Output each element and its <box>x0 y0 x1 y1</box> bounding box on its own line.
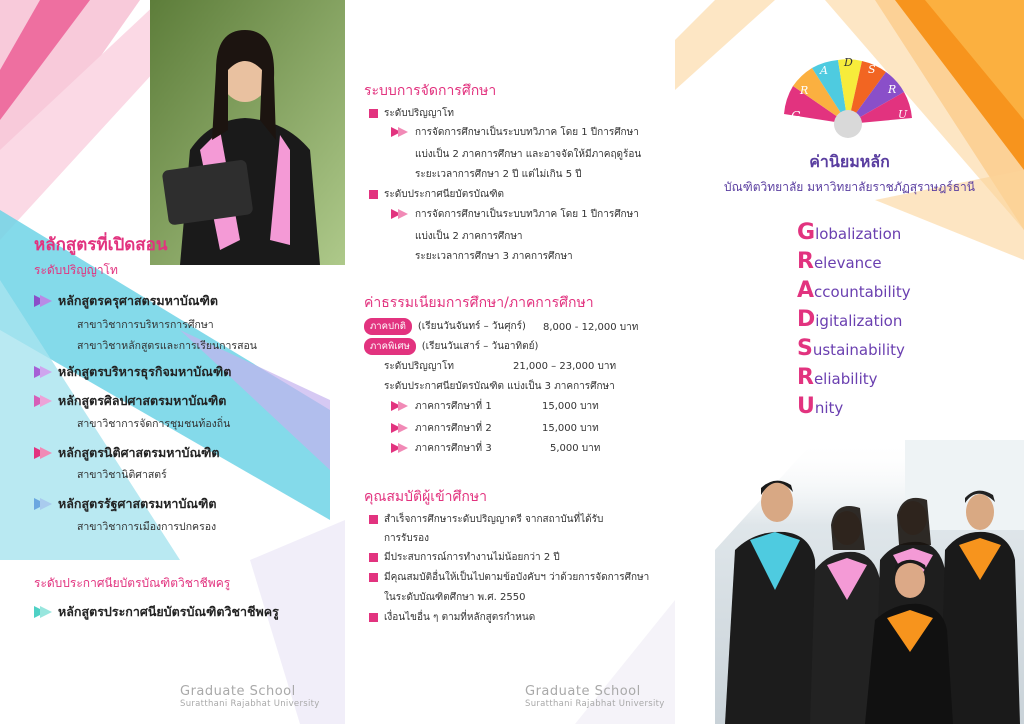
qual-item <box>369 610 535 625</box>
panel-programs <box>0 0 345 724</box>
program-name: หลักสูตรบริหารธุรกิจมหาบัณฑิต <box>58 364 232 379</box>
term-row <box>391 399 492 414</box>
arrow-icon <box>34 295 52 307</box>
value-digitalization <box>797 307 902 332</box>
footer-line-1: Graduate School <box>180 684 296 699</box>
value-reliability <box>797 365 878 390</box>
value-rest: lobalization <box>815 225 902 243</box>
arrow-icon <box>34 395 52 407</box>
term-row <box>391 421 492 436</box>
qual-text: สำเร็จการศึกษาระดับปริญญาตรี จากสถาบันที่ได้รับ <box>384 514 604 525</box>
system-line <box>391 125 639 140</box>
footer <box>180 684 320 709</box>
value-initial: U <box>797 394 815 419</box>
value-rest: ccountability <box>814 283 911 301</box>
system-cert <box>369 187 504 202</box>
arrow-icon <box>391 423 409 433</box>
major-item: สาขาวิชาการจัดการชุมชนท้องถิ่น <box>77 418 231 430</box>
bullet-square-icon <box>369 553 378 562</box>
graduate-photo-woman <box>150 0 345 265</box>
level-cert-label: ระดับประกาศนียบัตรบัณฑิตวิชาชีพครู <box>34 576 231 590</box>
bullet-square-icon <box>369 515 378 524</box>
program-education <box>34 291 218 311</box>
system-line-text: ระยะเวลาการศึกษา 3 ภาคการศึกษา <box>415 251 573 262</box>
term-fee: 15,000 บาท <box>542 401 599 412</box>
value-relevance <box>797 249 882 274</box>
fee-special <box>364 338 538 355</box>
arrow-icon <box>391 401 409 411</box>
logo-letter: R <box>888 83 897 96</box>
arrow-icon <box>391 127 409 137</box>
system-cert-label: ระดับประกาศนียบัตรบัณฑิต <box>384 189 505 200</box>
special-cert-label: ระดับประกาศนียบัตรบัณฑิต แบ่งเป็น 3 ภาคการศึกษา <box>384 381 615 392</box>
graduates-group-photo <box>715 440 1024 724</box>
program-name: หลักสูตรครุศาสตรมหาบัณฑิต <box>58 293 218 308</box>
value-initial: G <box>797 220 816 245</box>
section-title-fees: ค่าธรรมเนียมการศึกษา/ภาคการศึกษา <box>364 295 594 311</box>
footer-line-2: Suratthani Rajabhat University <box>180 699 320 709</box>
arrow-icon <box>391 209 409 219</box>
logo-letter: U <box>898 108 908 121</box>
major-item: สาขาวิชาการบริหารการศึกษา <box>77 319 214 331</box>
logo-letter: S <box>868 63 876 76</box>
value-rest: elevance <box>813 254 882 272</box>
arrow-icon <box>34 498 52 510</box>
special-master-label: ระดับปริญญาโท <box>384 361 454 372</box>
arrow-icon <box>391 443 409 453</box>
value-globalization <box>797 220 901 245</box>
system-line <box>391 207 639 222</box>
special-text: (เรียนวันเสาร์ – วันอาทิตย์) <box>421 341 539 352</box>
qual-text: การรับรอง <box>384 533 430 544</box>
section-title-qualifications: คุณสมบัติผู้เข้าศึกษา <box>364 489 487 505</box>
program-name: หลักสูตรศิลปศาสตรมหาบัณฑิต <box>58 393 227 408</box>
term-label: ภาคการศึกษาที่ 1 <box>415 401 492 412</box>
value-rest: igitalization <box>815 312 903 330</box>
values-subtitle: บัณฑิตวิทยาลัย มหาวิทยาลัยราชภัฏสุราษฎร์ธานี <box>724 180 975 194</box>
system-line-text: ระยะเวลาการศึกษา 2 ปี แต่ไม่เกิน 5 ปี <box>415 169 582 180</box>
gradsru-logo <box>778 48 918 138</box>
regular-text: (เรียนวันจันทร์ – วันศุกร์) <box>417 321 526 332</box>
qual-text: มีคุณสมบัติอื่นให้เป็นไปตามข้อบังคับฯ ว่าด้วยการจัดการศึกษา <box>384 572 650 583</box>
system-line-text: การจัดการศึกษาเป็นระบบทวิภาค โดย 1 ปีการศึกษา <box>415 209 639 220</box>
value-rest: ustainability <box>812 341 905 359</box>
values-title: ค่านิยมหลัก <box>809 152 890 171</box>
program-business <box>34 362 231 382</box>
logo-letter: A <box>820 64 828 77</box>
value-initial: D <box>797 307 816 332</box>
qual-item <box>369 512 603 527</box>
fee-regular <box>364 318 526 335</box>
value-sustainability <box>797 336 905 361</box>
value-initial: A <box>797 278 815 303</box>
programs-title: หลักสูตรที่เปิดสอน <box>34 235 168 255</box>
bullet-square-icon <box>369 109 378 118</box>
program-law <box>34 443 220 463</box>
qual-text: เงื่อนไขอื่น ๆ ตามที่หลักสูตรกำหนด <box>384 612 536 623</box>
special-badge: ภาคพิเศษ <box>364 338 416 355</box>
major-item: สาขาวิชาหลักสูตรและการเรียนการสอน <box>77 340 257 352</box>
arrow-icon <box>34 606 52 618</box>
system-line-text: แบ่งเป็น 2 ภาคการศึกษา <box>415 231 523 242</box>
major-item: สาขาวิชาการเมืองการปกครอง <box>77 521 217 533</box>
term-row <box>391 441 492 456</box>
value-unity <box>797 394 843 419</box>
qual-text: ในระดับบัณฑิตศึกษา พ.ศ. 2550 <box>384 592 526 603</box>
program-name: หลักสูตรรัฐศาสตรมหาบัณฑิต <box>58 496 217 511</box>
program-arts <box>34 391 226 411</box>
value-rest: nity <box>814 399 844 417</box>
panel-details <box>345 0 675 724</box>
system-line-text: การจัดการศึกษาเป็นระบบทวิภาค โดย 1 ปีการศึกษา <box>415 127 639 138</box>
footer <box>525 684 665 709</box>
system-master-label: ระดับปริญญาโท <box>384 108 454 119</box>
arrow-icon <box>34 366 52 378</box>
level-master-label: ระดับปริญญาโท <box>34 263 118 277</box>
value-initial: S <box>797 336 813 361</box>
bullet-square-icon <box>369 573 378 582</box>
term-fee: 15,000 บาท <box>542 423 599 434</box>
term-fee: 5,000 บาท <box>550 443 601 454</box>
bullet-square-icon <box>369 190 378 199</box>
logo-letter: G <box>791 109 801 123</box>
system-master <box>369 106 454 121</box>
footer-line-1: Graduate School <box>525 684 641 699</box>
qual-text: มีประสบการณ์การทำงานไม่น้อยกว่า 2 ปี <box>384 552 560 563</box>
qual-item <box>369 550 560 565</box>
logo-letter: R <box>800 84 809 97</box>
program-teacher-cert <box>34 602 279 622</box>
regular-fee: 8,000 - 12,000 บาท <box>543 322 639 333</box>
program-name: หลักสูตรนิติศาสตรมหาบัณฑิต <box>58 445 220 460</box>
term-label: ภาคการศึกษาที่ 3 <box>415 443 492 454</box>
program-political-science <box>34 494 216 514</box>
arrow-icon <box>34 447 52 459</box>
section-title-system: ระบบการจัดการศึกษา <box>364 83 497 99</box>
major-item: สาขาวิชานิติศาสตร์ <box>77 469 167 481</box>
qual-item <box>369 570 649 585</box>
logo-letter: D <box>844 56 853 69</box>
panel-core-values <box>675 0 1024 724</box>
value-initial: R <box>797 365 814 390</box>
term-label: ภาคการศึกษาที่ 2 <box>415 423 492 434</box>
footer-line-2: Suratthani Rajabhat University <box>525 699 665 709</box>
value-accountability <box>797 278 911 303</box>
program-name: หลักสูตรประกาศนียบัตรบัณฑิตวิชาชีพครู <box>58 604 279 619</box>
regular-badge: ภาคปกติ <box>364 318 412 335</box>
bullet-square-icon <box>369 613 378 622</box>
value-initial: R <box>797 249 814 274</box>
value-rest: eliability <box>813 370 878 388</box>
special-master-fee: 21,000 – 23,000 บาท <box>513 361 617 372</box>
system-line-text: แบ่งเป็น 2 ภาคการศึกษา และอาจจัดให้มีภาคฤดูร้อน <box>415 149 642 160</box>
